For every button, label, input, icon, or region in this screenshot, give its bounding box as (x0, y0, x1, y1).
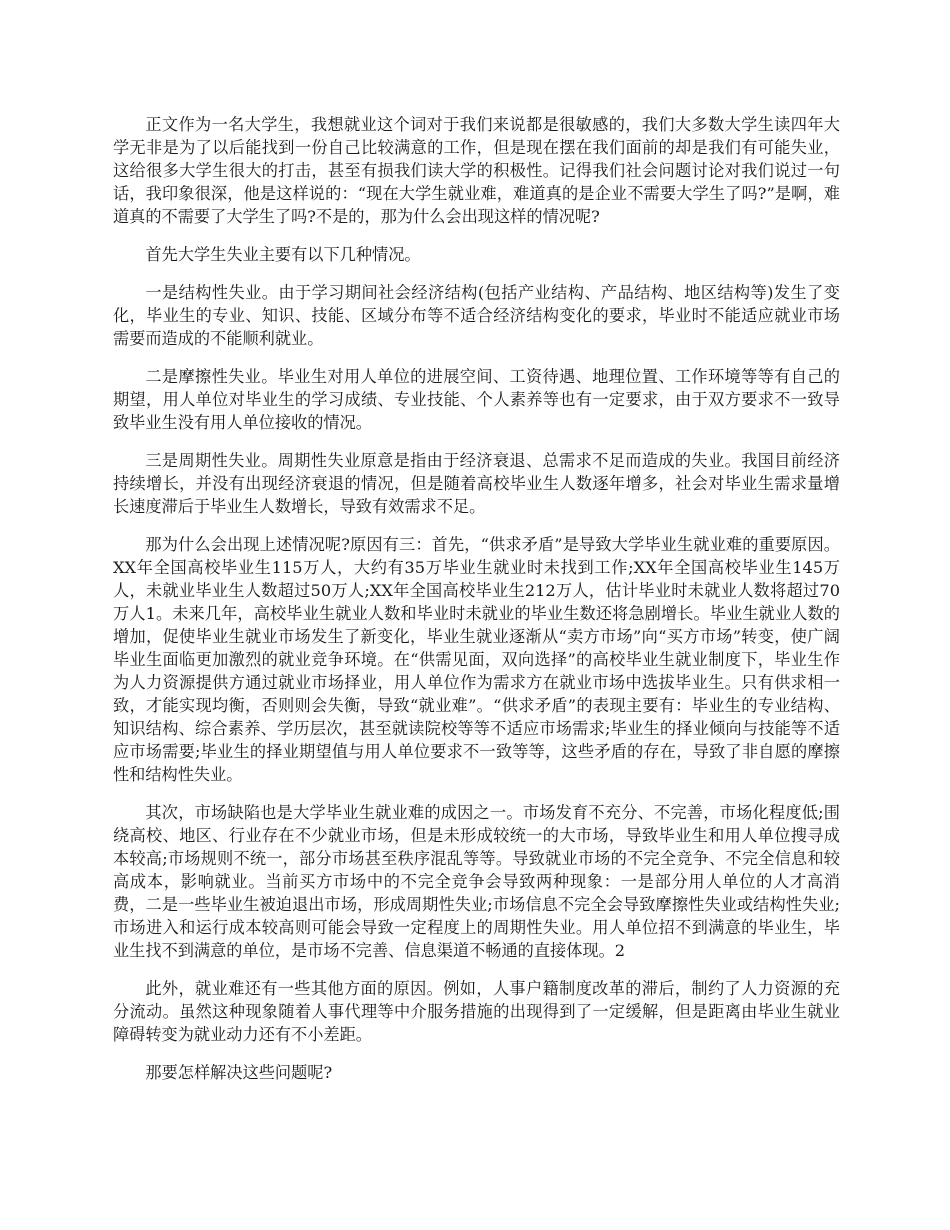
paragraph-supply-demand: 那为什么会出现上述情况呢?原因有三：首先，“供求矛盾”是导致大学毕业生就业难的重要原因。XX年全国高校毕业生115万人，大约有35万毕业生就业时未找到工作;XX年全国高校毕业生145万人，未就业毕业生人数超过50万人;XX年全国高校毕业生212万人，估计毕业时未就业人数将超过70万人1。未来几年，高校毕业生就业人数和毕业时未就业的毕业生数还将急剧增长。毕业生就业人数的增加，促使毕业生就业市场发生了新变化，毕业生就业逐渐从“卖方市场”向“买方市场”转变，使广阔毕业生面临更加激烈的就业竞争环境。在“供需见面，双向选择”的高校毕业生就业制度下，毕业生作为人力资源提供方通过就业市场择业，用人单位作为需求方在就业市场中选拔毕业生。只有供求相一致，才能实现均衡，否则则会失衡，导致“就业难”。“供求矛盾”的表现主要有：毕业生的专业结构、知识结构、综合素养、学历层次，甚至就读院校等等不适应市场需求;毕业生的择业倾向与技能等不适应市场需要;毕业生的择业期望值与用人单位要求不一致等等，这些矛盾的存在，导致了非自愿的摩擦性和结构性失业。 (113, 535, 840, 784)
paragraph-other-reasons: 此外，就业难还有一些其他方面的原因。例如，人事户籍制度改革的滞后，制约了人力资源的充分流动。虽然这种现象随着人事代理等中介服务措施的出现得到了一定缓解，但是距离由毕业生就业障碍转变为就业动力还有不小差距。 (113, 979, 840, 1044)
paragraph-unemployment-types: 首先大学生失业主要有以下几种情况。 (145, 245, 421, 264)
paragraph-frictional-unemployment: 二是摩擦性失业。毕业生对用人单位的进展空间、工资待遇、地理位置、工作环境等等有自己的期望，用人单位对毕业生的学习成绩、专业技能、个人素养等也有一定要求，由于双方要求不一致导致毕业生没有用人单位接收的情况。 (113, 367, 840, 432)
paragraph-cyclical-unemployment: 三是周期性失业。周期性失业原意是指由于经济衰退、总需求不足而造成的失业。我国目前经济持续增长，并没有出现经济衰退的情况，但是随着高校毕业生人数逐年增多，社会对毕业生需求量增长速度滞后于毕业生人数增长，导致有效需求不足。 (113, 451, 840, 516)
paragraph-closing-question: 那要怎样解决这些问题呢? (145, 1063, 333, 1082)
paragraph-market-defects: 其次，市场缺陷也是大学毕业生就业难的成因之一。市场发育不充分、不完善，市场化程度低;围绕高校、地区、行业存在不少就业市场，但是未形成较统一的大市场，导致毕业生和用人单位搜寻成本较高;市场规则不统一，部分市场甚至秩序混乱等等。导致就业市场的不完全竞争、不完全信息和较高成本，影响就业。当前买方市场中的不完全竞争会导致两种现象：一是部分用人单位的人才高消费，二是一些毕业生被迫退出市场，形成周期性失业;市场信息不完全会导致摩擦性失业或结构性失业;市场进入和运行成本较高则可能会导致一定程度上的周期性失业。用人单位招不到满意的毕业生，毕业生找不到满意的单位，是市场不完善、信息渠道不畅通的直接体现。2 (113, 803, 840, 960)
paragraph-structural-unemployment: 一是结构性失业。由于学习期间社会经济结构(包括产业结构、产品结构、地区结构等)发生了变化，毕业生的专业、知识、技能、区域分布等不适合经济结构变化的要求，毕业时不能适应就业市场需要而造成的不能顺利就业。 (113, 283, 840, 348)
document-page (113, 113, 840, 1099)
paragraph-intro: 正文作为一名大学生，我想就业这个词对于我们来说都是很敏感的，我们大多数大学生读四年大学无非是为了以后能找到一份自己比较满意的工作，但是现在摆在我们面前的却是我们有可能失业，这给很多大学生很大的打击，甚至有损我们读大学的积极性。记得我们社会问题讨论对我们说过一句话，我印象很深，他是这样说的：“现在大学生就业难，难道真的是企业不需要大学生了吗?”是啊，难道真的不需要了大学生了吗?不是的，那为什么会出现这样的情况呢? (113, 115, 840, 226)
